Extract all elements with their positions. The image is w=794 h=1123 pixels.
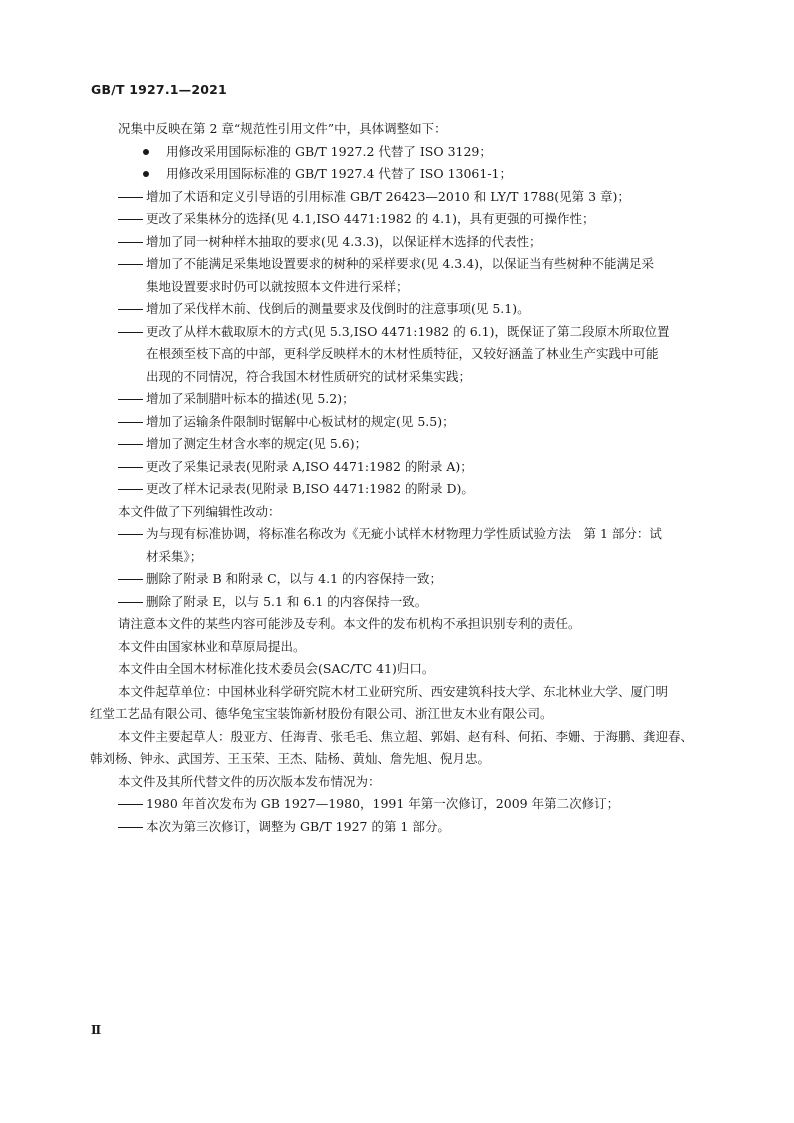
dash-list-item [90, 591, 704, 614]
continuation-line [90, 276, 704, 299]
dash-item-text: 1980 年首次发布为 GB 1927—1980，1991 年第一次修订，2009 年第二次修订； [146, 796, 620, 811]
bullet-item [90, 163, 704, 186]
dash-item-text: 本次为第三次修订，调整为 GB/T 1927 的第 1 部分。 [146, 818, 450, 834]
paragraph-line [90, 703, 704, 726]
continuation-text: 在根颈至枝下高的中部，更科学反映样木的木材性质特征，又较好涵盖了林业生产实践中可能 [146, 346, 659, 361]
dash-list-item [90, 208, 704, 231]
continuation-line [90, 366, 704, 389]
standard-code-header: GB/T 1927.1—2021 [91, 82, 227, 97]
paragraph-text: 况集中反映在第 2 章“规范性引用文件”中，具体调整如下： [118, 121, 447, 136]
dash-list-item [90, 433, 704, 456]
dash-list-item [90, 298, 704, 321]
paragraph-text: 本文件主要起草人：殷亚方、任海青、张毛毛、焦立超、郭娟、赵有科、何拓、李姗、于海鹏、龚迎春、 [118, 728, 694, 744]
dash-item-text: 增加了测定生材含水率的规定(见 5.6)； [146, 436, 368, 451]
paragraph-line [90, 636, 704, 659]
dash-list-item [90, 388, 704, 411]
dash-list-item [90, 478, 704, 501]
dash-list-item [90, 411, 704, 434]
dash-list-item [90, 456, 704, 479]
paragraph-line [90, 771, 704, 794]
bullet-text: 用修改采用国际标准的 GB/T 1927.4 代替了 ISO 13061-1； [166, 166, 513, 181]
dash-list-item [90, 793, 704, 816]
paragraph-text: 红堂工艺品有限公司、德华兔宝宝装饰新材股份有限公司、浙江世友木业有限公司。 [90, 706, 553, 721]
paragraph-text: 本文件及其所代替文件的历次版本发布情况为： [118, 773, 381, 789]
continuation-line [90, 546, 704, 569]
dash-list-item [90, 253, 704, 276]
paragraph-text: 本文件起草单位：中国林业科学研究院木材工业研究所、西安建筑科技大学、东北林业大学、厦门明 [118, 683, 669, 699]
paragraph-line [90, 118, 704, 141]
continuation-line [90, 343, 704, 366]
paragraph-line [90, 658, 704, 681]
foreword-body [90, 118, 704, 838]
paragraph-line [90, 726, 704, 749]
paragraph-text: 韩刘杨、钟永、武国芳、王玉荣、王杰、陆杨、黄灿、詹先旭、倪月忠。 [90, 751, 491, 766]
dash-item-text: 增加了术语和定义引导语的引用标准 GB/T 26423—2010 和 LY/T 1788(见第 3 章)； [146, 188, 630, 204]
bullet-item [90, 141, 704, 164]
dash-item-text: 更改了采集林分的选择(见 4.1,ISO 4471:1982 的 4.1)，具有更强的可操作性； [146, 211, 595, 226]
paragraph-text: 本文件由国家林业和草原局提出。 [118, 638, 306, 654]
dash-item-text: 删除了附录 E，以与 5.1 和 6.1 的内容保持一致。 [146, 593, 428, 609]
dash-list-item [90, 568, 704, 591]
dash-item-text: 删除了附录 B 和附录 C，以与 4.1 的内容保持一致； [146, 571, 442, 586]
paragraph-text: 本文件由全国木材标准化技术委员会(SAC/TC 41)归口。 [118, 661, 435, 676]
bullet-text: 用修改采用国际标准的 GB/T 1927.2 代替了 ISO 3129； [166, 143, 492, 159]
paragraph-line [90, 681, 704, 704]
page-number: Ⅱ [91, 1023, 102, 1037]
dash-item-text: 增加了采制腊叶标本的描述(见 5.2)； [146, 391, 355, 406]
paragraph-text: 请注意本文件的某些内容可能涉及专利。本文件的发布机构不承担识别专利的责任。 [118, 616, 581, 631]
dash-list-item [90, 321, 704, 344]
dash-item-text: 为与现有标准协调，将标准名称改为《无疵小试样木材物理力学性质试验方法 第 1 部分：试 [146, 526, 662, 541]
dash-list-item [90, 816, 704, 839]
dash-list-item [90, 523, 704, 546]
dash-item-text: 增加了不能满足采集地设置要求的树种的采样要求(见 4.3.4)，以保证当有些树种不能满足采 [146, 256, 655, 271]
dash-item-text: 更改了样木记录表(见附录 B,ISO 4471:1982 的附录 D)。 [146, 481, 474, 496]
paragraph-line [90, 501, 704, 524]
paragraph-line [90, 613, 704, 636]
dash-item-text: 更改了采集记录表(见附录 A,ISO 4471:1982 的附录 A)； [146, 458, 473, 474]
dash-item-text: 增加了运输条件限制时锯解中心板试材的规定(见 5.5)； [146, 413, 455, 429]
dash-list-item [90, 186, 704, 209]
dash-item-text: 增加了同一树种样木抽取的要求(见 4.3.3)，以保证样木选择的代表性； [146, 233, 542, 249]
continuation-text: 材采集》； [146, 548, 203, 564]
paragraph-text: 本文件做了下列编辑性改动： [118, 503, 281, 519]
paragraph-line [90, 748, 704, 771]
continuation-text: 集地设置要求时仍可以就按照本文件进行采样； [146, 278, 409, 294]
dash-item-text: 更改了从样木截取原木的方式(见 5.3,ISO 4471:1982 的 6.1)，既保证了第二段原木所取位置 [146, 323, 670, 339]
dash-item-text: 增加了采伐样木前、伐倒后的测量要求及伐倒时的注意事项(见 5.1)。 [146, 301, 530, 316]
dash-list-item [90, 231, 704, 254]
continuation-text: 出现的不同情况，符合我国木材性质研究的试材采集实践； [146, 368, 472, 384]
